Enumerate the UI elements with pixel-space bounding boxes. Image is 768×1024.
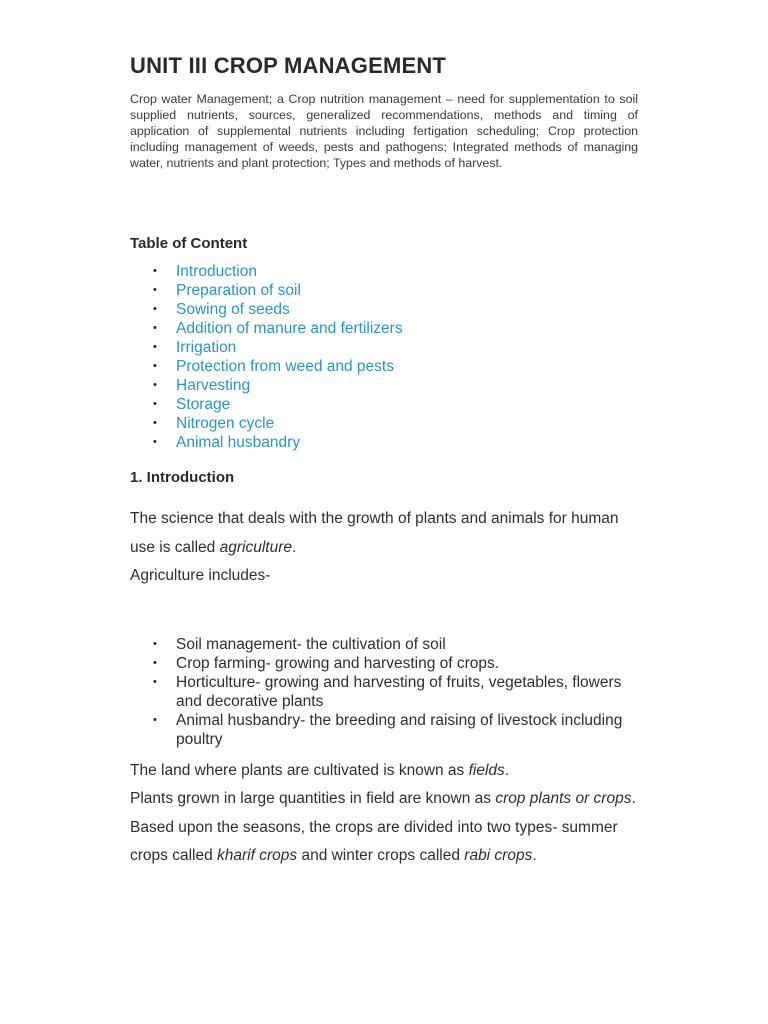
document-title: UNIT III CROP MANAGEMENT bbox=[130, 53, 447, 78]
toc-item bbox=[130, 281, 638, 300]
toc-item bbox=[130, 414, 638, 433]
toc-item bbox=[130, 262, 638, 281]
bullet-icon: • bbox=[153, 265, 157, 277]
bullet-icon: • bbox=[153, 713, 157, 726]
bullet-icon: • bbox=[153, 284, 157, 296]
bullet-icon: • bbox=[153, 303, 157, 315]
bullet-icon: • bbox=[153, 436, 157, 448]
bullet-icon: • bbox=[153, 341, 157, 353]
list-item bbox=[130, 673, 638, 711]
emphasis-term: fields bbox=[468, 761, 505, 779]
paragraph-text: Based upon the seasons, the crops are divided into two types- summer crops called bbox=[130, 818, 618, 864]
toc-heading: Table of Content bbox=[130, 235, 248, 252]
bullet-icon: • bbox=[153, 675, 157, 688]
bullet-icon: • bbox=[153, 322, 157, 334]
emphasis-term: agriculture bbox=[219, 538, 292, 556]
section-heading-introduction: 1. Introduction bbox=[130, 469, 235, 486]
paragraph-text: . bbox=[291, 538, 297, 556]
bullet-icon: • bbox=[153, 637, 157, 650]
paragraph-text: . bbox=[504, 761, 510, 779]
emphasis-term: kharif crops bbox=[217, 847, 298, 864]
toc-link-harvesting[interactable]: Harvesting bbox=[176, 377, 251, 394]
bullet-icon: • bbox=[153, 398, 157, 410]
paragraph-agriculture-includes: Agriculture includes- bbox=[130, 567, 271, 584]
toc-link-irrigation[interactable]: Irrigation bbox=[176, 339, 237, 356]
emphasis-term: rabi crops bbox=[464, 847, 533, 864]
toc-item bbox=[130, 338, 638, 357]
toc-link-protection[interactable]: Protection from weed and pests bbox=[176, 358, 394, 375]
paragraph-fields bbox=[130, 757, 638, 786]
list-item bbox=[130, 635, 638, 654]
toc-item bbox=[130, 357, 638, 376]
document-page bbox=[130, 52, 638, 871]
list-item-text: Crop farming- growing and harvesting of crops. bbox=[176, 654, 500, 672]
toc-item bbox=[130, 433, 638, 452]
toc-link-storage[interactable]: Storage bbox=[176, 396, 231, 413]
paragraph-crop-seasons bbox=[130, 814, 638, 871]
emphasis-term: crop plants or crops bbox=[495, 790, 632, 807]
paragraph-text: The land where plants are cultivated is known as bbox=[130, 761, 469, 779]
paragraph-text: The science that deals with the growth of plants and animals for human use is called bbox=[130, 510, 619, 556]
list-item-text: Animal husbandry- the breeding and raising of livestock including poultry bbox=[176, 711, 623, 748]
bullet-icon: • bbox=[153, 417, 157, 429]
bullet-icon: • bbox=[153, 379, 157, 391]
toc-list bbox=[130, 262, 638, 452]
paragraph-agriculture-definition bbox=[130, 505, 638, 562]
toc-item bbox=[130, 319, 638, 338]
toc-item bbox=[130, 376, 638, 395]
paragraph-text: . bbox=[631, 790, 636, 807]
toc-link-introduction[interactable]: Introduction bbox=[176, 263, 257, 280]
list-item bbox=[130, 711, 638, 749]
list-item-text: Horticulture- growing and harvesting of fruits, vegetables, flowers and decorative plants bbox=[176, 673, 622, 710]
list-item-text: Soil management- the cultivation of soil bbox=[176, 635, 446, 653]
toc-item bbox=[130, 300, 638, 319]
toc-link-manure-and-fertilizers[interactable]: Addition of manure and fertilizers bbox=[176, 320, 403, 337]
unit-abstract: Crop water Management; a Crop nutrition management – need for supplementation to soil supplied nutrients, sources, generalized recommendations, methods and timing of application of supplemental nutrients including fertigation scheduling; Crop protection including management of weeds, pests and pathogens; Integrated methods of managing water, nutrients and plant protection; Types and methods of harvest. bbox=[130, 92, 638, 170]
toc-link-preparation-of-soil[interactable]: Preparation of soil bbox=[176, 282, 301, 299]
paragraph-text: and winter crops called bbox=[297, 847, 465, 864]
toc-item bbox=[130, 395, 638, 414]
list-item bbox=[130, 654, 638, 673]
paragraph-text: . bbox=[532, 847, 537, 864]
paragraph-crops bbox=[130, 785, 638, 814]
paragraph-text: Plants grown in large quantities in field are known as bbox=[130, 790, 496, 807]
toc-link-nitrogen-cycle[interactable]: Nitrogen cycle bbox=[176, 415, 275, 432]
toc-link-sowing-of-seeds[interactable]: Sowing of seeds bbox=[176, 301, 290, 318]
agriculture-includes-list bbox=[130, 635, 638, 749]
toc-link-animal-husbandry[interactable]: Animal husbandry bbox=[176, 434, 301, 451]
bullet-icon: • bbox=[153, 656, 157, 669]
bullet-icon: • bbox=[153, 360, 157, 372]
